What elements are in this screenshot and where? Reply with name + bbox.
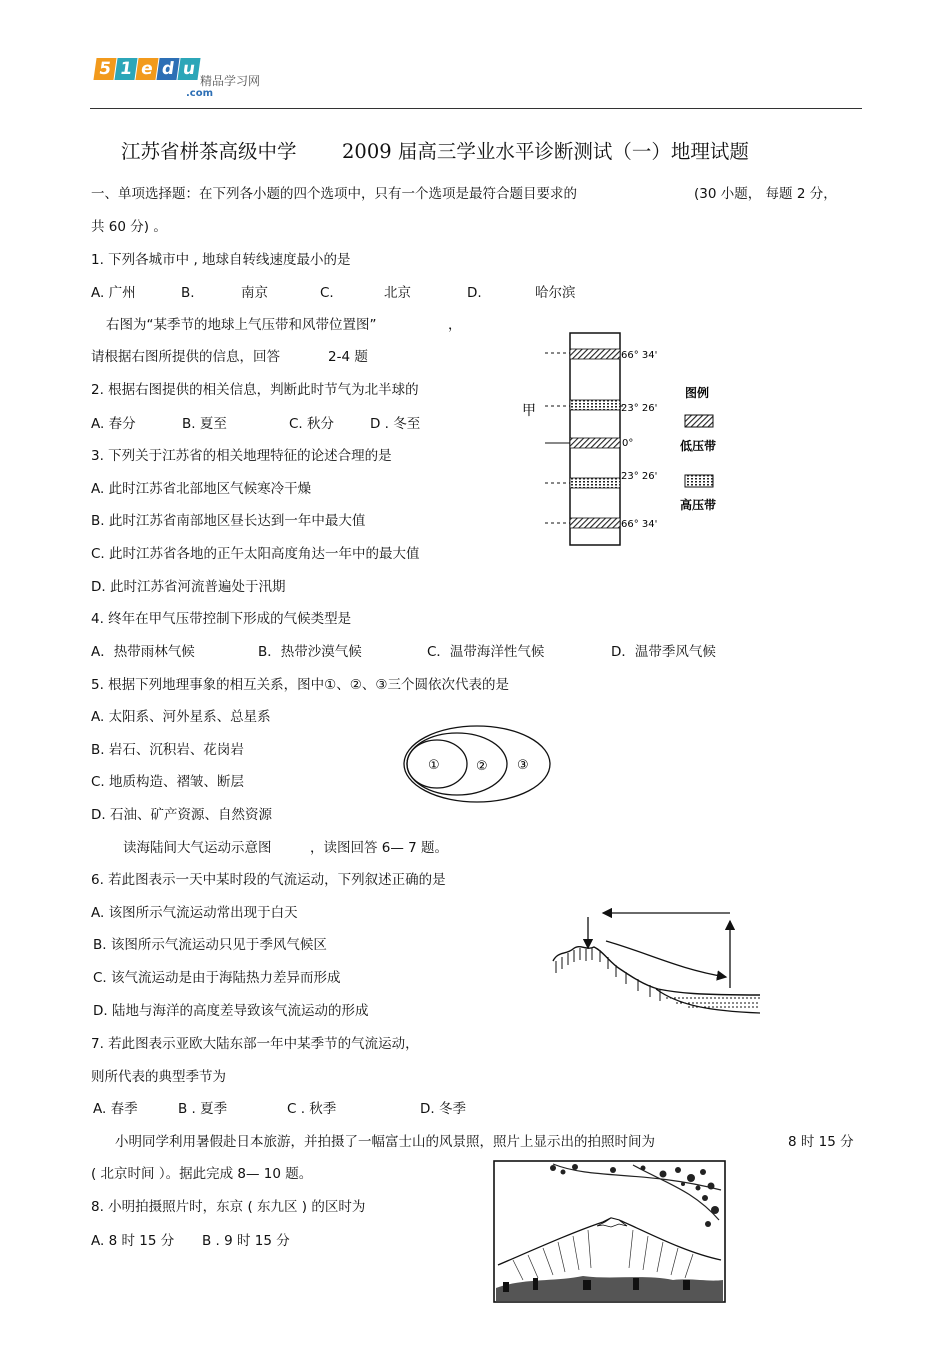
intro-2-4-range: 2-4 题 — [328, 349, 368, 365]
question-3: 3. 下列关于江苏省的相关地理特征的论述合理的是 — [91, 448, 392, 464]
intro-6-7: 读海陆间大气运动示意图 — [123, 840, 272, 856]
intro-8-10-time: 8 时 15 分 — [788, 1134, 854, 1150]
question-2: 2. 根据右图提供的相关信息，判断此时节气为北半球的 — [91, 382, 419, 398]
question-4: 4. 终年在甲气压带控制下形成的气候类型是 — [91, 611, 352, 627]
q3-option-b: B. 此时江苏省南部地区昼长达到一年中最大值 — [91, 513, 366, 529]
q4-option-d: D．温带季风气候 — [611, 644, 716, 660]
question-5: 5. 根据下列地理事象的相互关系，图中①、②、③三个圆依次代表的是 — [91, 677, 509, 693]
header-rule — [90, 108, 862, 109]
section-instruction: 一、单项选择题：在下列各小题的四个选项中，只有一个选项是最符合题目要求的 — [91, 186, 577, 202]
q6-option-b: B. 该图所示气流运动只见于季风气候区 — [93, 937, 327, 953]
low-pressure-belt — [570, 518, 620, 528]
sea-land-circulation-figure — [548, 903, 763, 1038]
lat-label: 66° 34' — [621, 350, 658, 361]
q4-option-c: C．温带海洋性气候 — [427, 644, 545, 660]
q5-option-b: B. 岩石、沉积岩、花岗岩 — [91, 742, 244, 758]
circle-label-2: ② — [476, 759, 488, 774]
q1-option-d-letter: D. — [467, 285, 482, 301]
pressure-belt-figure — [515, 325, 735, 555]
q3-option-a: A. 此时江苏省北部地区气候寒冷干燥 — [91, 481, 312, 497]
q5-option-c: C. 地质构造、褶皱、断层 — [91, 774, 245, 790]
mount-fuji-photo — [493, 1160, 726, 1303]
q3-option-c: C. 此时江苏省各地的正午太阳高度角达一年中的最大值 — [91, 546, 420, 562]
q5-option-d: D. 石油、矿产资源、自然资源 — [91, 807, 272, 823]
logo-char: e — [135, 58, 158, 80]
lat-label: 0° — [622, 438, 634, 449]
intro-8-10: 小明同学利用暑假赴日本旅游，并拍摄了一幅富士山的风景照，照片上显示出的拍照时间为 — [115, 1134, 655, 1150]
legend-low-label: 低压带 — [680, 439, 717, 453]
logo-char: d — [156, 58, 179, 80]
q8-option-b: B . 9 时 15 分 — [202, 1233, 290, 1249]
title-school: 江苏省栟茶高级中学 — [121, 140, 297, 163]
high-pressure-belt — [570, 400, 620, 410]
title-main: 2009 届高三学业水平诊断测试（一）地理试题 — [342, 140, 749, 163]
q8-option-a: A. 8 时 15 分 — [91, 1233, 175, 1249]
q5-option-a: A. 太阳系、河外星系、总星系 — [91, 709, 271, 725]
question-6: 6. 若此图表示一天中某时段的气流运动，下列叙述正确的是 — [91, 872, 446, 888]
q7-option-c: C . 秋季 — [287, 1101, 337, 1117]
q6-option-a: A. 该图所示气流运动常出现于白天 — [91, 905, 298, 921]
q7-option-b: B . 夏季 — [178, 1101, 228, 1117]
q4-option-a: A．热带雨林气候 — [91, 644, 195, 660]
q2-option-d: D . 冬至 — [370, 416, 421, 432]
intro-2-4-line2: 请根据右图所提供的信息，回答 — [91, 349, 280, 365]
q1-option-c-letter: C. — [320, 285, 334, 301]
intro-2-4-comma: ， — [448, 317, 462, 333]
q1-option-c: 北京 — [384, 285, 411, 301]
logo-char: 1 — [114, 58, 137, 80]
q7-option-a: A. 春季 — [93, 1101, 138, 1117]
nested-circles-figure — [400, 722, 555, 806]
q2-option-b: B. 夏至 — [182, 416, 227, 432]
question-7-cont: 则所代表的典型季节为 — [91, 1069, 226, 1085]
legend-low-swatch — [685, 415, 713, 427]
q1-option-a: A. 广州 — [91, 285, 136, 301]
circle-label-3: ③ — [517, 758, 529, 773]
intro-8-10-line2: ( 北京时间 ）。据此完成 8— 10 题。 — [91, 1166, 313, 1182]
q2-option-c: C. 秋分 — [289, 416, 335, 432]
intro-6-7-range: ，读图回答 6— 7 题。 — [310, 840, 449, 856]
low-pressure-belt — [570, 438, 620, 448]
lat-label: 23° 26' — [621, 471, 658, 482]
logo-char: u — [177, 58, 200, 80]
high-pressure-belt — [570, 478, 620, 488]
q3-option-d: D. 此时江苏省河流普遍处于汛期 — [91, 579, 286, 595]
logo-char: 5 — [93, 58, 116, 80]
q1-option-b-letter: B. — [181, 285, 195, 301]
question-8: 8. 小明拍摄照片时，东京 ( 东九区 ) 的区时为 — [91, 1199, 366, 1215]
legend-high-label: 高压带 — [680, 498, 717, 512]
section-instruction-scoring: (30 小题， 每题 2 分， — [694, 186, 837, 202]
intro-2-4: 右图为“某季节的地球上气压带和风带位置图” — [106, 317, 377, 333]
lat-label: 66° 34' — [621, 519, 658, 530]
q2-option-a: A. 春分 — [91, 416, 136, 432]
logo-domain: .com — [186, 88, 214, 99]
q6-option-c: C. 该气流运动是由于海陆热力差异而形成 — [93, 970, 341, 986]
section-instruction-total: 共 60 分) 。 — [91, 219, 167, 235]
jia-label: 甲 — [522, 403, 536, 419]
lat-label: 23° 26' — [621, 403, 658, 414]
q7-option-d: D. 冬季 — [420, 1101, 466, 1117]
q1-option-b: 南京 — [241, 285, 268, 301]
logo-site-name: 精品学习网 — [200, 74, 261, 88]
q6-option-d: D. 陆地与海洋的高度差导致该气流运动的形成 — [93, 1003, 369, 1019]
legend-title: 图例 — [685, 386, 710, 400]
legend-high-swatch — [685, 475, 713, 487]
q1-option-d: 哈尔滨 — [535, 285, 576, 301]
question-1: 1. 下列各城市中 , 地球自转线速度最小的是 — [91, 252, 351, 268]
question-7: 7. 若此图表示亚欧大陆东部一年中某季节的气流运动， — [91, 1036, 419, 1052]
circle-label-1: ① — [428, 758, 440, 773]
q4-option-b: B．热带沙漠气候 — [258, 644, 362, 660]
site-logo[interactable] — [95, 58, 200, 80]
low-pressure-belt — [570, 349, 620, 359]
